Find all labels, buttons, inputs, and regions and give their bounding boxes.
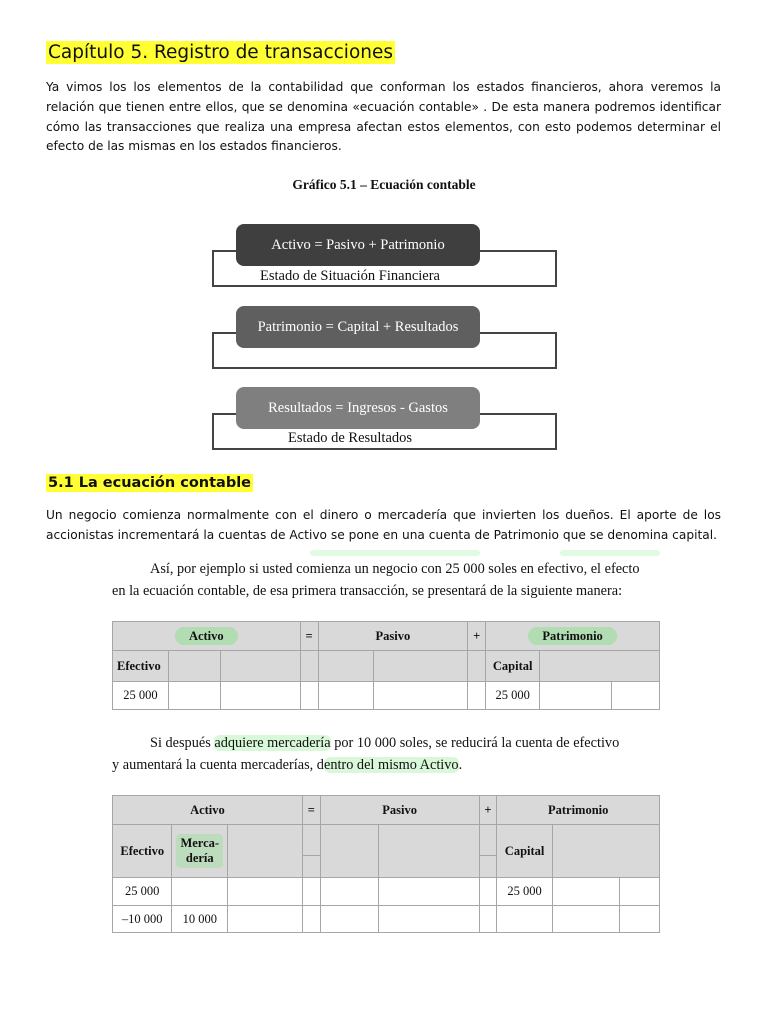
figure-caption: Gráfico 5.1 – Ecuación contable bbox=[292, 177, 476, 192]
table-cell bbox=[320, 906, 379, 933]
equals-sign: = bbox=[302, 796, 320, 825]
section-paragraph: Un negocio comienza normalmente con el dinero o mercadería que invierten los dueños. El aporte de los accionistas incrementará la cuentas de Activo se pone en una cuenta de Patrimonio que se denomina capital. bbox=[46, 508, 721, 542]
table-cell bbox=[479, 878, 497, 906]
efectivo-value-row2: –10 000 bbox=[113, 906, 172, 933]
table-cell bbox=[300, 682, 318, 710]
table-cell bbox=[540, 651, 660, 682]
table-cell bbox=[379, 906, 479, 933]
example-1-text: Así, por ejemplo si usted comienza un negocio con 25 000 soles en efectivo, el efecto en la ecuación contable, de esa primera transacción, se presentará de la siguiente manera: bbox=[112, 561, 640, 599]
table-cell bbox=[300, 651, 318, 682]
table-cell bbox=[172, 878, 228, 906]
activo-header: Activo bbox=[113, 796, 303, 825]
efectivo-value-row1: 25 000 bbox=[113, 878, 172, 906]
pasivo-header: Pasivo bbox=[320, 796, 479, 825]
table-cell bbox=[318, 682, 374, 710]
table-cell bbox=[374, 651, 468, 682]
table-cell bbox=[479, 825, 497, 856]
table-cell bbox=[374, 682, 468, 710]
table-cell bbox=[612, 682, 660, 710]
table-cell bbox=[302, 878, 320, 906]
capital-label: Capital bbox=[486, 651, 540, 682]
mercaderia-label: Merca- dería bbox=[172, 825, 228, 878]
table-cell bbox=[220, 682, 300, 710]
efectivo-label: Efectivo bbox=[113, 825, 172, 878]
table-cell bbox=[228, 878, 303, 906]
table-cell bbox=[379, 878, 479, 906]
table-cell bbox=[540, 682, 612, 710]
table-cell bbox=[320, 825, 379, 878]
highlighter-mark bbox=[560, 550, 660, 556]
equation-box-3: Resultados = Ingresos - Gastos bbox=[236, 387, 480, 429]
pasivo-header: Pasivo bbox=[318, 622, 468, 651]
capital-value-row1: 25 000 bbox=[497, 878, 552, 906]
patrimonio-header: Patrimonio bbox=[497, 796, 660, 825]
table-cell bbox=[552, 878, 619, 906]
table-cell bbox=[497, 906, 552, 933]
efectivo-value: 25 000 bbox=[113, 682, 169, 710]
capital-value: 25 000 bbox=[486, 682, 540, 710]
intro-paragraph: Ya vimos los los elementos de la contabilidad que conforman los estados financieros, ahora veremos la relación que tienen entre ellos, que se denomina «ecuación contable» . De esta manera podremos identificar cómo las transacciones que realiza una empresa afectan estos elementos, con esto podemos determinar el efecto de las mismas en los estados financieros. bbox=[46, 80, 721, 154]
table-cell bbox=[479, 856, 497, 878]
table-cell bbox=[302, 856, 320, 878]
capital-label: Capital bbox=[497, 825, 552, 878]
table-cell bbox=[168, 651, 220, 682]
table-cell bbox=[620, 878, 660, 906]
equation-box-1: Activo = Pasivo + Patrimonio bbox=[236, 224, 480, 266]
activo-header: Activo bbox=[113, 622, 301, 651]
plus-sign: + bbox=[479, 796, 497, 825]
chapter-title: Capítulo 5. Registro de transacciones bbox=[48, 42, 394, 63]
equation-box-2: Patrimonio = Capital + Resultados bbox=[236, 306, 480, 348]
table-cell bbox=[302, 906, 320, 933]
table-cell bbox=[320, 878, 379, 906]
ledger-table-1 bbox=[112, 621, 660, 710]
mercaderia-value-row2: 10 000 bbox=[172, 906, 228, 933]
section-title: 5.1 La ecuación contable bbox=[48, 475, 252, 491]
table-cell bbox=[220, 651, 300, 682]
table-cell bbox=[552, 825, 659, 878]
table-cell bbox=[228, 825, 303, 878]
plus-sign: + bbox=[468, 622, 486, 651]
equation-label-3: Estado de Resultados bbox=[288, 430, 413, 446]
example-2-text: Si después adquiere mercadería por 10 000 soles, se reducirá la cuenta de efectivo y aumentará la cuenta mercaderías, dentro del mismo Activo. bbox=[112, 735, 620, 773]
table-cell bbox=[302, 825, 320, 856]
equals-sign: = bbox=[300, 622, 318, 651]
table-cell bbox=[318, 651, 374, 682]
ledger-table-2 bbox=[112, 795, 660, 933]
highlighter-mark bbox=[310, 550, 480, 556]
table-cell bbox=[620, 906, 660, 933]
table-cell bbox=[552, 906, 619, 933]
equation-label-1: Estado de Situación Financiera bbox=[260, 268, 440, 284]
table-cell bbox=[468, 651, 486, 682]
table-cell bbox=[468, 682, 486, 710]
table-cell bbox=[379, 825, 479, 878]
efectivo-label: Efectivo bbox=[113, 651, 169, 682]
table-cell bbox=[479, 906, 497, 933]
table-cell bbox=[228, 906, 303, 933]
table-cell bbox=[168, 682, 220, 710]
patrimonio-header: Patrimonio bbox=[486, 622, 660, 651]
